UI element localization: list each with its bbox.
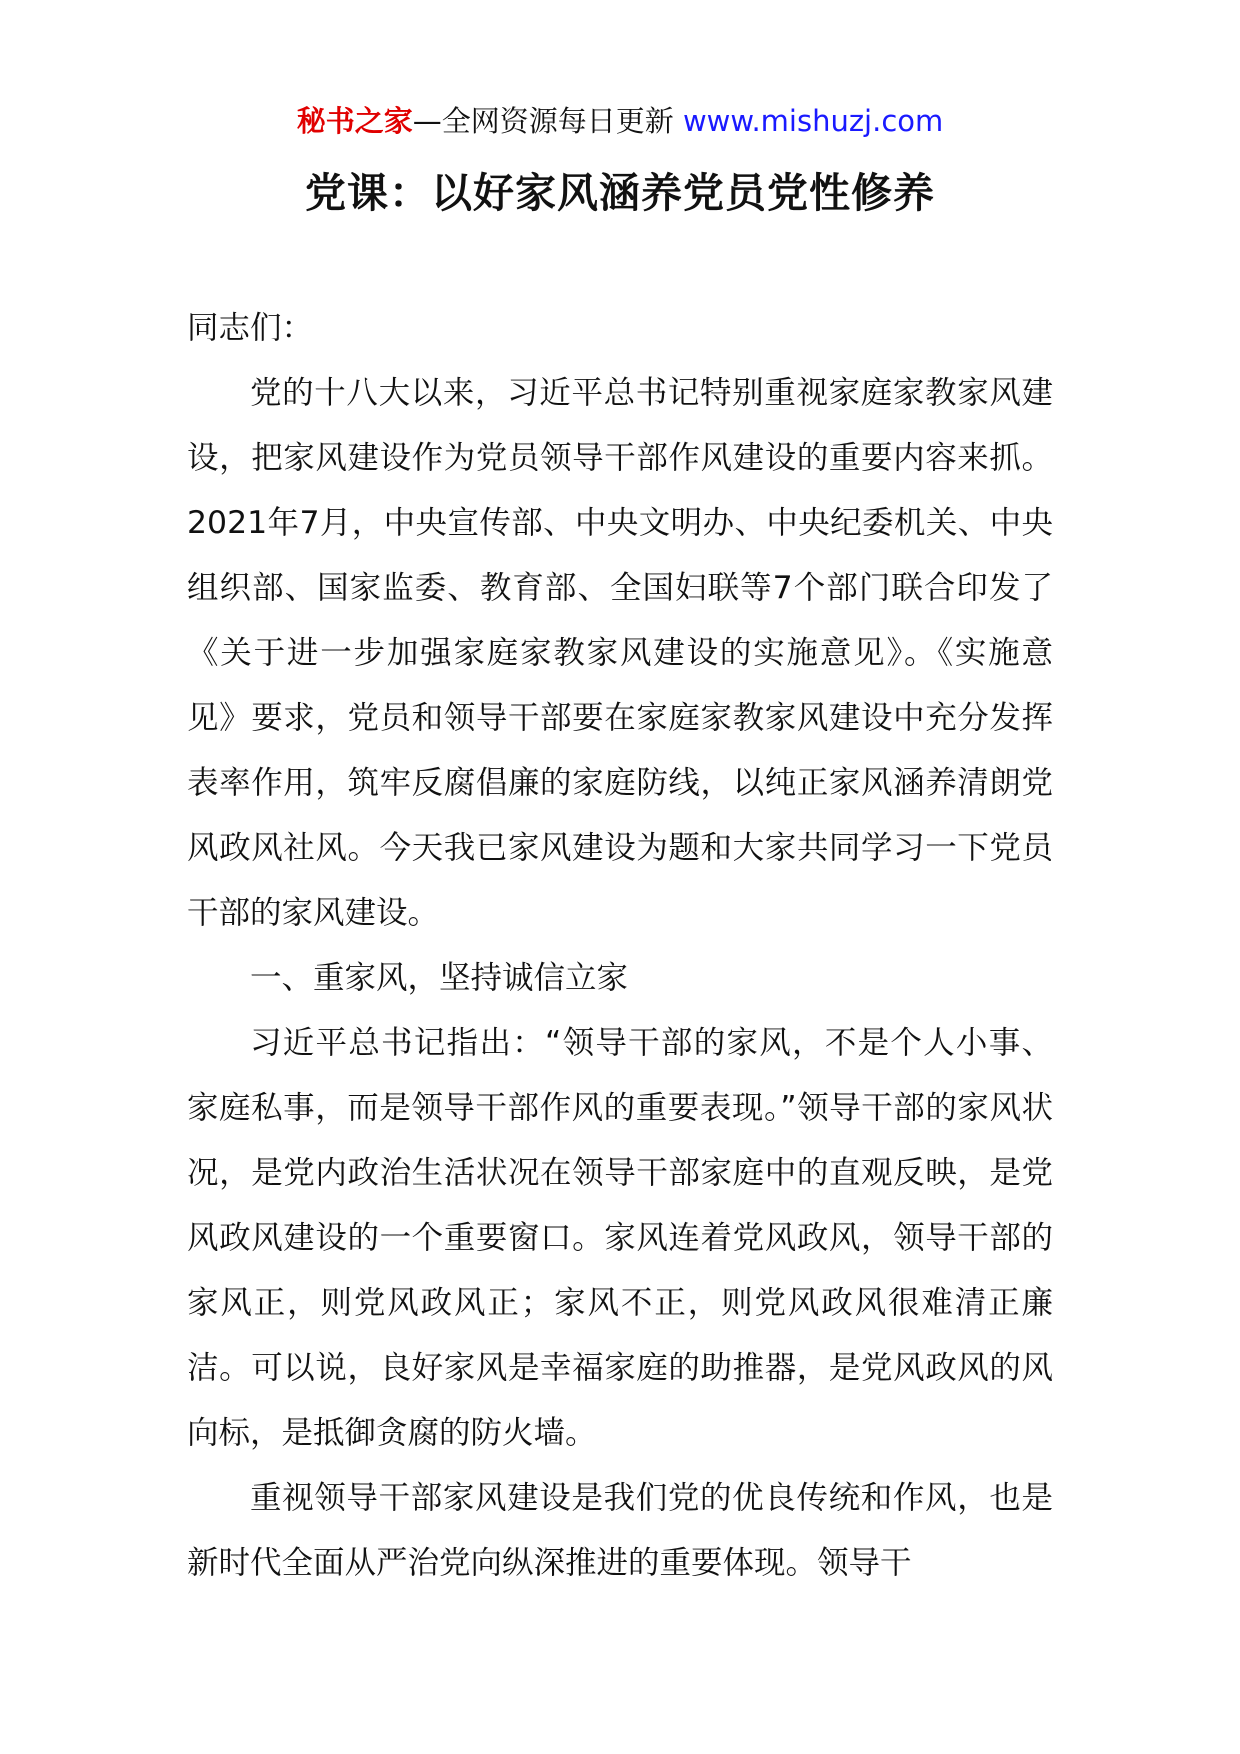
header-slogan: —全网资源每日更新 <box>412 104 674 138</box>
body-paragraph: 习近平总书记指出：“领导干部的家风，不是个人小事、家庭私事，而是领导干部作风的重要表现。”领导干部的家风状况，是党内政治生活状况在领导干部家庭中的直观反映，是党风政风建设的一个重要窗口。家风连着党风政风，领导干部的家风正，则党风政风正；家风不正，则党风政风很难清正廉洁。可以说，良好家风是幸福家庭的助推器，是党风政风的风向标，是抵御贪腐的防火墙。 <box>187 1025 1053 1451</box>
site-url-link[interactable]: www.mishuzj.com <box>682 104 944 138</box>
brand-name: 秘书之家 <box>296 104 413 138</box>
body-paragraph: 重视领导干部家风建设是我们党的优良传统和作风，也是新时代全面从严治党向纵深推进的重要体现。领导干 <box>187 1480 1053 1581</box>
document-title: 党课：以好家风涵养党员党性修养 <box>305 169 935 217</box>
salutation: 同志们： <box>187 310 314 346</box>
section-heading: 一、重家风，坚持诚信立家 <box>250 960 629 996</box>
body-paragraph: 党的十八大以来，习近平总书记特别重视家庭家教家风建设，把家风建设作为党员领导干部作风建设的重要内容来抓。2021年7月，中央宣传部、中央文明办、中央纪委机关、中央组织部、国家监委、教育部、全国妇联等7个部门联合印发了《关于进一步加强家庭家教家风建设的实施意见》。《实施意见》要求，党员和领导干部要在家庭家教家风建设中充分发挥表率作用，筑牢反腐倡廉的家庭防线，以纯正家风涵养清朗党风政风社风。今天我已家风建设为题和大家共同学习一下党员干部的家风建设。 <box>187 375 1053 931</box>
site-header <box>0 101 1240 141</box>
document-body <box>187 296 1053 1596</box>
